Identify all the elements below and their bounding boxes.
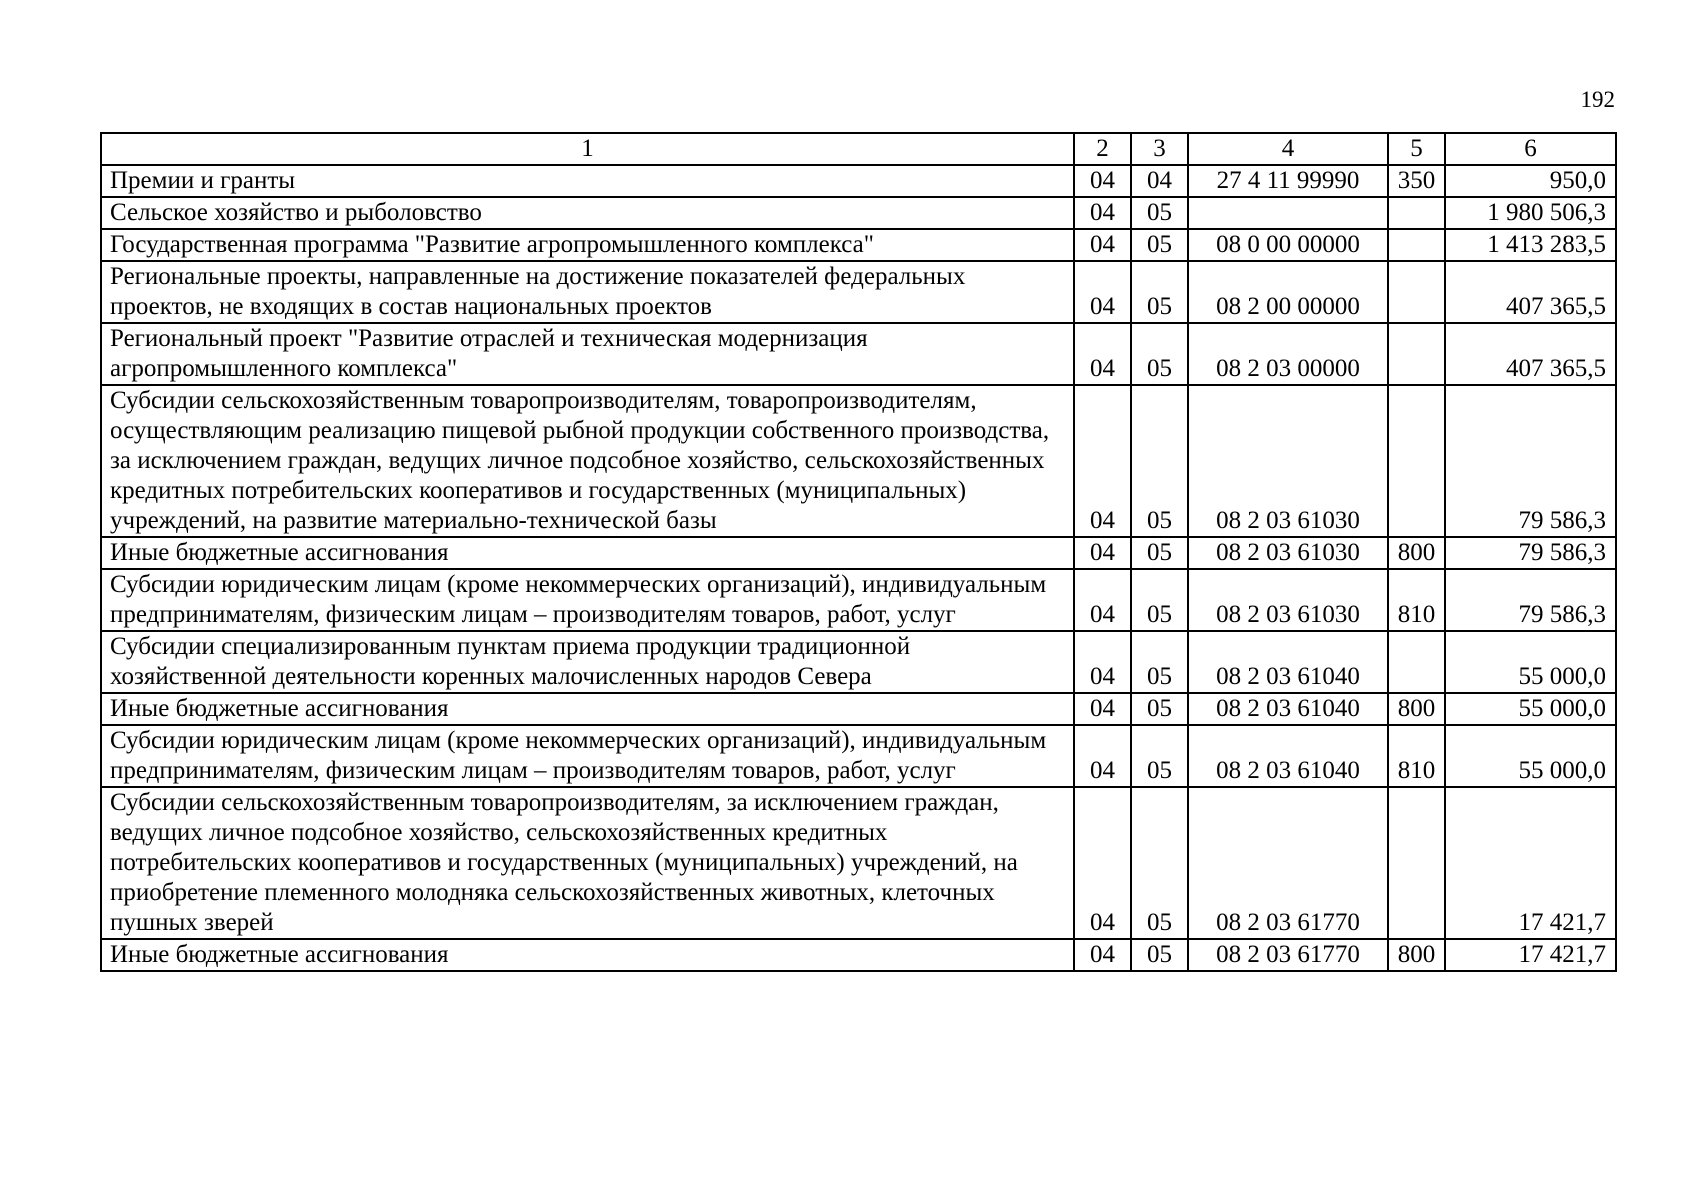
amount-cell: 17 421,7 bbox=[1445, 787, 1616, 939]
section-code-cell: 04 bbox=[1074, 197, 1131, 229]
section-code-cell: 04 bbox=[1074, 261, 1131, 323]
subsection-code-cell: 05 bbox=[1131, 323, 1188, 385]
subsection-code-cell: 05 bbox=[1131, 725, 1188, 787]
section-code-cell: 04 bbox=[1074, 787, 1131, 939]
table-row bbox=[101, 537, 1616, 569]
table-row bbox=[101, 693, 1616, 725]
amount-cell: 950,0 bbox=[1445, 165, 1616, 197]
target-item-code-cell: 08 2 03 61030 bbox=[1188, 569, 1388, 631]
expense-type-code-cell bbox=[1388, 323, 1445, 385]
subsection-code-cell: 05 bbox=[1131, 693, 1188, 725]
table-row bbox=[101, 229, 1616, 261]
target-item-code-cell: 08 2 03 61040 bbox=[1188, 693, 1388, 725]
expense-name-cell: Сельское хозяйство и рыболовство bbox=[101, 197, 1074, 229]
expense-type-code-cell: 810 bbox=[1388, 725, 1445, 787]
subsection-code-cell: 04 bbox=[1131, 165, 1188, 197]
target-item-code-cell: 27 4 11 99990 bbox=[1188, 165, 1388, 197]
target-item-code-cell bbox=[1188, 197, 1388, 229]
section-code-cell: 04 bbox=[1074, 569, 1131, 631]
amount-cell: 1 413 283,5 bbox=[1445, 229, 1616, 261]
table-row bbox=[101, 323, 1616, 385]
amount-cell: 1 980 506,3 bbox=[1445, 197, 1616, 229]
section-code-cell: 04 bbox=[1074, 939, 1131, 971]
section-code-cell: 04 bbox=[1074, 323, 1131, 385]
expense-name-cell: Субсидии юридическим лицам (кроме некоммерческих организаций), индивидуальным предпринимателям, физическим лицам – производителям товаров, работ, услуг bbox=[101, 569, 1074, 631]
amount-cell: 79 586,3 bbox=[1445, 569, 1616, 631]
expense-name-cell: Региональный проект "Развитие отраслей и техническая модернизация агропромышленного комплекса" bbox=[101, 323, 1074, 385]
expense-type-code-cell bbox=[1388, 197, 1445, 229]
header-cell: 4 bbox=[1188, 133, 1388, 165]
expense-type-code-cell bbox=[1388, 631, 1445, 693]
amount-cell: 79 586,3 bbox=[1445, 385, 1616, 537]
expense-type-code-cell bbox=[1388, 385, 1445, 537]
section-code-cell: 04 bbox=[1074, 725, 1131, 787]
subsection-code-cell: 05 bbox=[1131, 261, 1188, 323]
table-header-row bbox=[101, 133, 1616, 165]
expense-name-cell: Субсидии специализированным пунктам приема продукции традиционной хозяйственной деятельности коренных малочисленных народов Севера bbox=[101, 631, 1074, 693]
budget-table bbox=[100, 132, 1617, 972]
subsection-code-cell: 05 bbox=[1131, 197, 1188, 229]
subsection-code-cell: 05 bbox=[1131, 631, 1188, 693]
expense-type-code-cell: 810 bbox=[1388, 569, 1445, 631]
section-code-cell: 04 bbox=[1074, 385, 1131, 537]
expense-name-cell: Субсидии сельскохозяйственным товаропроизводителям, товаропроизводителям, осуществляющим реализацию пищевой рыбной продукции собственного производства, за исключением граждан, ведущих личное подсобное хозяйство, сельскохозяйственных кредитных потребительских кооперативов и государственных (муниципальных) учреждений, на развитие материально-технической базы bbox=[101, 385, 1074, 537]
expense-type-code-cell bbox=[1388, 787, 1445, 939]
amount-cell: 55 000,0 bbox=[1445, 631, 1616, 693]
target-item-code-cell: 08 2 03 61770 bbox=[1188, 939, 1388, 971]
header-cell: 6 bbox=[1445, 133, 1616, 165]
section-code-cell: 04 bbox=[1074, 631, 1131, 693]
target-item-code-cell: 08 2 03 61030 bbox=[1188, 385, 1388, 537]
expense-name-cell: Государственная программа "Развитие агропромышленного комплекса" bbox=[101, 229, 1074, 261]
expense-name-cell: Иные бюджетные ассигнования bbox=[101, 537, 1074, 569]
table-row bbox=[101, 165, 1616, 197]
amount-cell: 407 365,5 bbox=[1445, 323, 1616, 385]
amount-cell: 79 586,3 bbox=[1445, 537, 1616, 569]
expense-type-code-cell: 800 bbox=[1388, 693, 1445, 725]
expense-type-code-cell bbox=[1388, 261, 1445, 323]
expense-type-code-cell: 350 bbox=[1388, 165, 1445, 197]
expense-name-cell: Иные бюджетные ассигнования bbox=[101, 693, 1074, 725]
amount-cell: 55 000,0 bbox=[1445, 693, 1616, 725]
expense-type-code-cell bbox=[1388, 229, 1445, 261]
amount-cell: 407 365,5 bbox=[1445, 261, 1616, 323]
table-row bbox=[101, 725, 1616, 787]
table-row bbox=[101, 939, 1616, 971]
expense-type-code-cell: 800 bbox=[1388, 939, 1445, 971]
expense-type-code-cell: 800 bbox=[1388, 537, 1445, 569]
subsection-code-cell: 05 bbox=[1131, 537, 1188, 569]
table-row bbox=[101, 197, 1616, 229]
target-item-code-cell: 08 2 03 61040 bbox=[1188, 631, 1388, 693]
section-code-cell: 04 bbox=[1074, 165, 1131, 197]
amount-cell: 55 000,0 bbox=[1445, 725, 1616, 787]
expense-name-cell: Иные бюджетные ассигнования bbox=[101, 939, 1074, 971]
table-row bbox=[101, 631, 1616, 693]
target-item-code-cell: 08 2 03 61040 bbox=[1188, 725, 1388, 787]
subsection-code-cell: 05 bbox=[1131, 569, 1188, 631]
expense-name-cell: Субсидии юридическим лицам (кроме некоммерческих организаций), индивидуальным предпринимателям, физическим лицам – производителям товаров, работ, услуг bbox=[101, 725, 1074, 787]
target-item-code-cell: 08 2 03 61030 bbox=[1188, 537, 1388, 569]
section-code-cell: 04 bbox=[1074, 537, 1131, 569]
table-row bbox=[101, 385, 1616, 537]
table-row bbox=[101, 569, 1616, 631]
table-row bbox=[101, 261, 1616, 323]
table-row bbox=[101, 787, 1616, 939]
subsection-code-cell: 05 bbox=[1131, 787, 1188, 939]
expense-name-cell: Премии и гранты bbox=[101, 165, 1074, 197]
page-number: 192 bbox=[1580, 87, 1615, 112]
expense-name-cell: Субсидии сельскохозяйственным товаропроизводителям, за исключением граждан, ведущих личное подсобное хозяйство, сельскохозяйственных кредитных потребительских кооперативов и государственных (муниципальных) учреждений, на приобретение племенного молодняка сельскохозяйственных животных, клеточных пушных зверей bbox=[101, 787, 1074, 939]
header-cell: 3 bbox=[1131, 133, 1188, 165]
amount-cell: 17 421,7 bbox=[1445, 939, 1616, 971]
target-item-code-cell: 08 2 00 00000 bbox=[1188, 261, 1388, 323]
expense-name-cell: Региональные проекты, направленные на достижение показателей федеральных проектов, не входящих в состав национальных проектов bbox=[101, 261, 1074, 323]
target-item-code-cell: 08 2 03 61770 bbox=[1188, 787, 1388, 939]
subsection-code-cell: 05 bbox=[1131, 939, 1188, 971]
header-cell: 1 bbox=[101, 133, 1074, 165]
target-item-code-cell: 08 2 03 00000 bbox=[1188, 323, 1388, 385]
section-code-cell: 04 bbox=[1074, 229, 1131, 261]
target-item-code-cell: 08 0 00 00000 bbox=[1188, 229, 1388, 261]
header-cell: 2 bbox=[1074, 133, 1131, 165]
header-cell: 5 bbox=[1388, 133, 1445, 165]
section-code-cell: 04 bbox=[1074, 693, 1131, 725]
subsection-code-cell: 05 bbox=[1131, 229, 1188, 261]
subsection-code-cell: 05 bbox=[1131, 385, 1188, 537]
